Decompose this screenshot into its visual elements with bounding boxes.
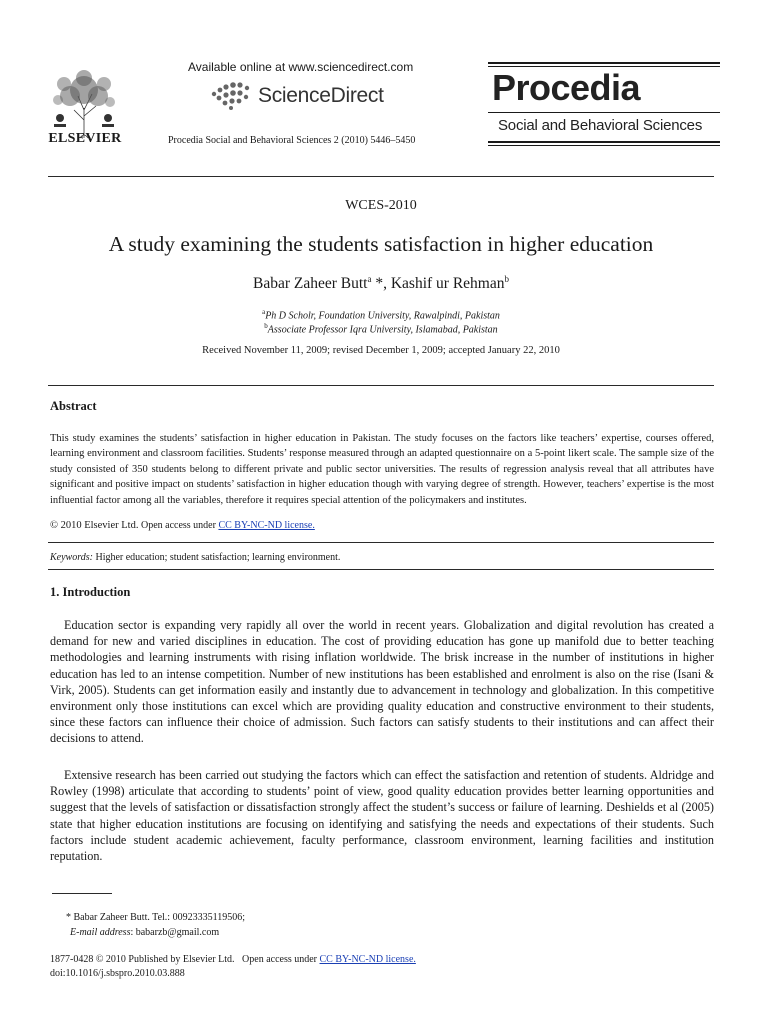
license-link[interactable]: CC BY-NC-ND license. [218,520,315,531]
email-value: : babarzb@gmail.com [130,927,220,938]
journal-reference: Procedia Social and Behavioral Sciences 2 (2010) 5446–5450 [168,135,416,146]
keywords-line [50,552,340,563]
sciencedirect-dots-icon [208,80,256,112]
copyright-line [50,520,315,531]
author-name: Babar Zaheer Butt [253,275,368,293]
section-heading: 1. Introduction [50,585,131,599]
body-paragraph [50,767,714,864]
procedia-subtitle: Social and Behavioral Sciences [498,117,703,134]
received-dates: Received November 11, 2009; revised December 1, 2009; accepted January 22, 2010 [202,345,560,356]
footnote-rule [52,893,112,894]
open-access-text: Open access under [138,520,219,531]
conference-name: WCES-2010 [345,198,417,213]
keywords-text: Higher education; student satisfaction; learning environment. [92,552,341,563]
keywords-bottom-rule [48,569,714,570]
affiliation-text: Associate Professor Iqra University, Islamabad, Pakistan [267,324,498,336]
issn-line [50,954,416,965]
email-footnote [70,927,219,938]
affiliation-text: Ph D Scholr, Foundation University, Rawalpindi, Pakistan [265,310,500,322]
author-separator: *, [371,275,391,293]
affiliation-mark: a [262,308,266,316]
procedia-title: Procedia [492,67,641,108]
affiliation-mark: b [264,322,268,330]
affiliation [48,308,714,321]
article-title: A study examining the students satisfaction in higher education [108,232,654,256]
email-label: E-mail address [70,927,131,938]
author-affiliation-mark: a [367,274,372,284]
copyright-text: © 2010 Elsevier Ltd. [50,520,139,531]
paragraph-text: Extensive research has been carried out studying the factors which can effect the satisfaction and retention of students. Aldridge and Rowley (1998) articulate that according to students’ point of view, good quality education provides better learning opportunities and suggest that the levels of satisfaction or dissatisfaction strongly affect the student’s success or failure of learning. Deshields et al (2005) state that higher education institutions are focusing on identifying and satisfying the needs and expectations of their students. Such factors include student academic achievement, faculty performance, classroom environment, learning facilities and institution reputation. [50,768,714,864]
author-affiliation-mark: b [504,274,509,284]
affiliation [48,322,714,335]
author-name: Kashif ur Rehman [390,275,505,293]
procedia-logo [488,62,720,146]
available-online-text: Available online at www.sciencedirect.com [188,60,414,74]
issn-text: 1877-0428 © 2010 Published by Elsevier Ltd. [50,954,235,965]
keywords-label: Keywords: [50,552,93,563]
header-divider [48,176,714,177]
license-link[interactable]: CC BY-NC-ND license. [319,954,416,965]
sciencedirect-wordmark: ScienceDirect [258,84,384,107]
abstract-heading: Abstract [50,399,97,413]
abstract-top-rule [48,385,714,386]
open-access-text: Open access under [234,954,320,965]
corresponding-author-footnote: * Babar Zaheer Butt. Tel.: 00923335119506; [66,912,245,923]
author-list [48,274,714,293]
keywords-top-rule [48,542,714,543]
abstract-text: This study examines the students’ satisfaction in higher education in Pakistan. The study focuses on the factors like teachers’ expertise, courses offered, learning environment and classroom facilities. Students’ response measured through an adapted questionnaire on a 5-point likert scale. The sample size of the study consisted of 350 students belong to different private and public sector universities. The results of regression analysis reveal that all attributes have significant and positive impact on students’ satisfaction in higher education though with varying degree of strength. However, teachers’ expertise is the most influential factor among all the variables, therefore it requires special attention of the policymakers and institutes. [50,433,714,506]
paragraph-text: Education sector is expanding very rapidly all over the world in recent years. Globalization and digital revolution has created a demand for new and varied disciplines in education. The cost of providing education has gone up manifold due to better teaching methodologies and learning instruments with rising inflation worldwide. The brisk increase in the number of institutions in higher education has led to an intense competition. Number of new institutions has been established and enrolment is also on the rise (Isani & Virk, 2005). Students can get information easily and instantly due to advancement in technology and globalization. In this competitive environment only those institutions can excel which are providing quality education and constructive environment to their students, since these factors can influence their choice of admission. Such factors can satisfy students to their institutions and can affect their decisions to attend. [50,618,714,746]
doi-line: doi:10.1016/j.sbspro.2010.03.888 [50,968,185,979]
body-paragraph [50,617,714,747]
sciencedirect-logo [208,80,420,112]
elsevier-wordmark: ELSEVIER [48,131,122,146]
